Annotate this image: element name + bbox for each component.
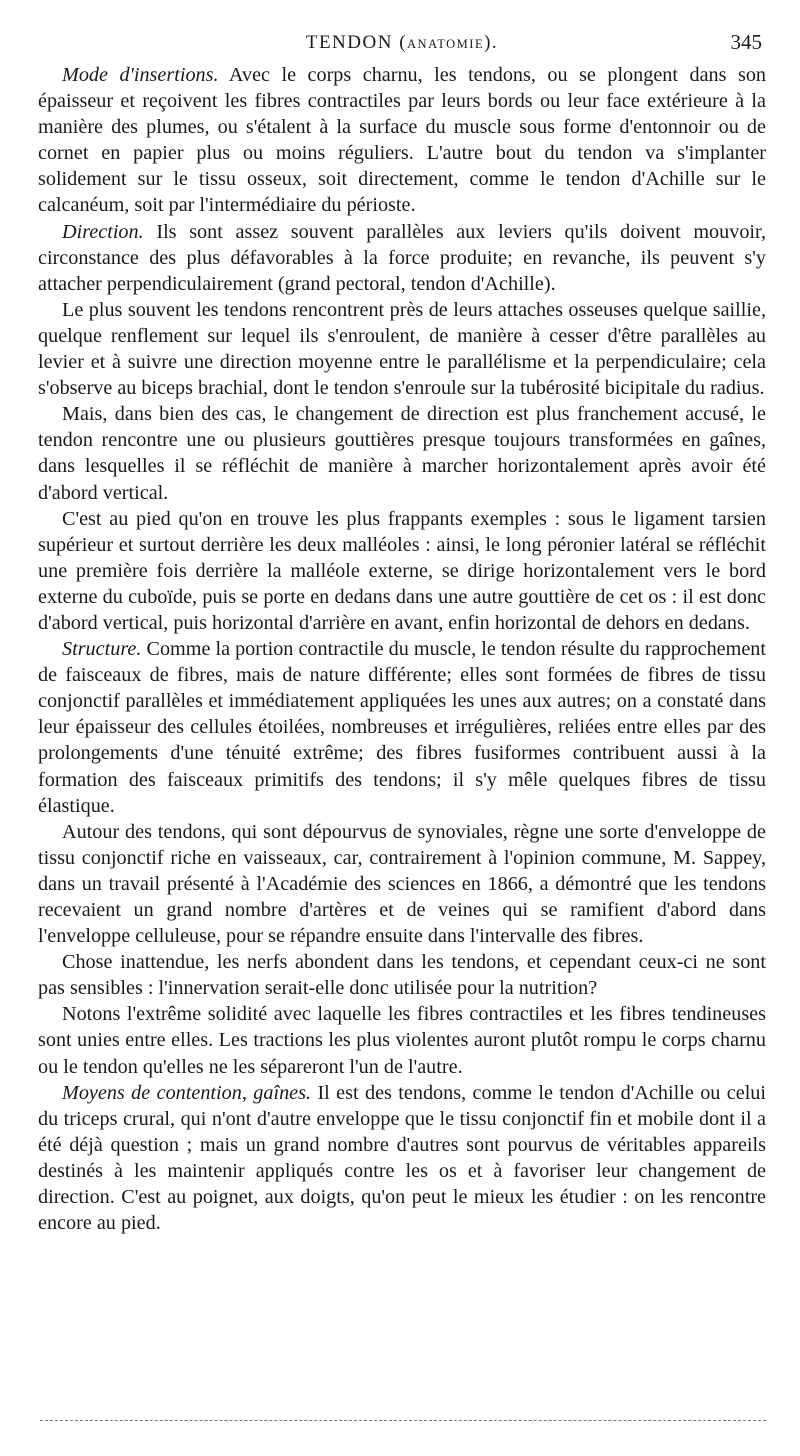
paragraph-text: Avec le corps charnu, les tendons, ou se plongent dans son épaisseur et reçoivent les fibres contractiles par leurs bords ou leur face extérieure à la manière des plumes, ou s'étalent à la surface du muscle sous forme d'entonnoir ou de cornet en papier plus ou moins réguliers. L'autre bout du tendon va s'implanter solidement sur le tissu osseux, soit directement, comme le tendon d'Achille sur le calcanéum, soit par l'intermédiaire du périoste. bbox=[38, 64, 767, 217]
paragraph-lead: Structure. bbox=[62, 638, 142, 661]
paragraph bbox=[38, 62, 766, 219]
paragraph-text: Notons l'extrême solidité avec laquelle les fibres contractiles et les fibres tendineuses sont unies entre elles. Les tractions les plus violentes auront plutôt rompu le corps charnu ou le tendon qu'elles ne les sépareront l'un de l'autre. bbox=[38, 1003, 766, 1078]
paragraph bbox=[38, 401, 766, 505]
paragraph bbox=[38, 219, 766, 297]
title-subject: ANATOMIE bbox=[407, 37, 485, 51]
paragraph bbox=[38, 1080, 766, 1237]
paragraph-text: Il est des tendons, comme le tendon d'Achille ou celui du triceps crural, qui n'ont d'autre enveloppe que le tissu conjonctif fin et mobile dont il a été déjà question ; mais un grand nombre d'autres sont pourvus de véritables appareils destinés à les maintenir appliqués contre les os et à favoriser leur changement de direction. C'est au poignet, aux doigts, qu'on peut le mieux les étudier : on les rencontre encore au pied. bbox=[38, 1081, 767, 1235]
paragraph-text: Autour des tendons, qui sont dépourvus de synoviales, règne une sorte d'enveloppe de tissu conjonctif riche en vaisseaux, car, contrairement à l'opinion commune, M. Sappey, dans un travail présenté à l'Académie des sciences en 1866, a démontré que les tendons recevaient un grand nombre d'artères et de veines qui se ramifient d'abord dans l'enveloppe celluleuse, pour se répandre ensuite dans l'intervalle des fibres. bbox=[38, 820, 766, 948]
page-number: 345 bbox=[730, 30, 762, 54]
running-header bbox=[38, 28, 766, 62]
paragraph-text: Mais, dans bien des cas, le changement de direction est plus franchement accusé, le tendon rencontre une ou plusieurs gouttières presque toujours transformées en gaînes, dans lesquelles il se réfléchit de manière à marcher horizontalement après avoir été d'abord vertical. bbox=[38, 403, 766, 504]
title-end: ). bbox=[484, 32, 499, 53]
paragraph-text: Chose inattendue, les nerfs abondent dans les tendons, et cependant ceux-ci ne sont pas sensibles : l'innervation serait-elle donc utilisée pour la nutrition? bbox=[38, 951, 766, 1000]
body-text bbox=[38, 62, 766, 1236]
paragraph-lead: Direction. bbox=[62, 220, 144, 243]
paragraph bbox=[38, 636, 766, 819]
paragraph bbox=[38, 819, 766, 949]
paragraph bbox=[38, 297, 766, 401]
paragraph-text: C'est au pied qu'on en trouve les plus frappants exemples : sous le ligament tarsien supérieur et surtout derrière les deux malléoles : ainsi, le long péronier latéral se réfléchit une première fois derrière la malléole externe, se dirige horizontalement vers le bord externe du cuboïde, puis se porte en dedans dans une autre gouttière de cet os : il est donc d'abord vertical, puis horizontal d'arrière en avant, enfin horizontal de dehors en dedans. bbox=[38, 507, 766, 634]
running-title bbox=[38, 32, 766, 54]
paragraph bbox=[38, 949, 766, 1001]
footer-rule bbox=[40, 1420, 766, 1421]
title-main: TENDON ( bbox=[305, 32, 408, 53]
paragraph-text: Le plus souvent les tendons rencontrent près de leurs attaches osseuses quelque saillie, quelque renflement sur lequel ils s'enroulent, de manière à cesser d'être parallèles au levier et à suivre une direction moyenne entre le parallélisme et la perpendiculaire; cela s'observe au biceps brachial, dont le tendon s'enroule sur la tubérosité bicipitale du radius. bbox=[38, 298, 766, 400]
paragraph bbox=[38, 1001, 766, 1079]
page bbox=[38, 28, 766, 1236]
paragraph-text: Ils sont assez souvent parallèles aux leviers qu'ils doivent mouvoir, circonstance des plus défavorables à la force produite; en revanche, ils peuvent s'y attacher perpendiculairement (grand pectoral, tendon d'Achille). bbox=[38, 220, 766, 295]
paragraph-lead: Mode d'insertions. bbox=[62, 64, 219, 86]
paragraph-text: Comme la portion contractile du muscle, le tendon résulte du rapprochement de faisceaux de fibres, mais de nature différente; elles sont formées de fibres de tissu conjonctif parallèles et immédiatement appliquées les unes aux autres; on a constaté dans leur épaisseur des cellules étoilées, nombreuses et irrégulières, reliées entre elles par des prolongements d'une ténuité extrême; des fibres fusiformes contribuent aussi à la formation des faisceaux primitifs des tendons; il s'y mêle quelques fibres de tissu élastique. bbox=[38, 638, 766, 817]
paragraph-lead: Moyens de contention, gaînes. bbox=[62, 1081, 312, 1104]
paragraph bbox=[38, 506, 766, 636]
